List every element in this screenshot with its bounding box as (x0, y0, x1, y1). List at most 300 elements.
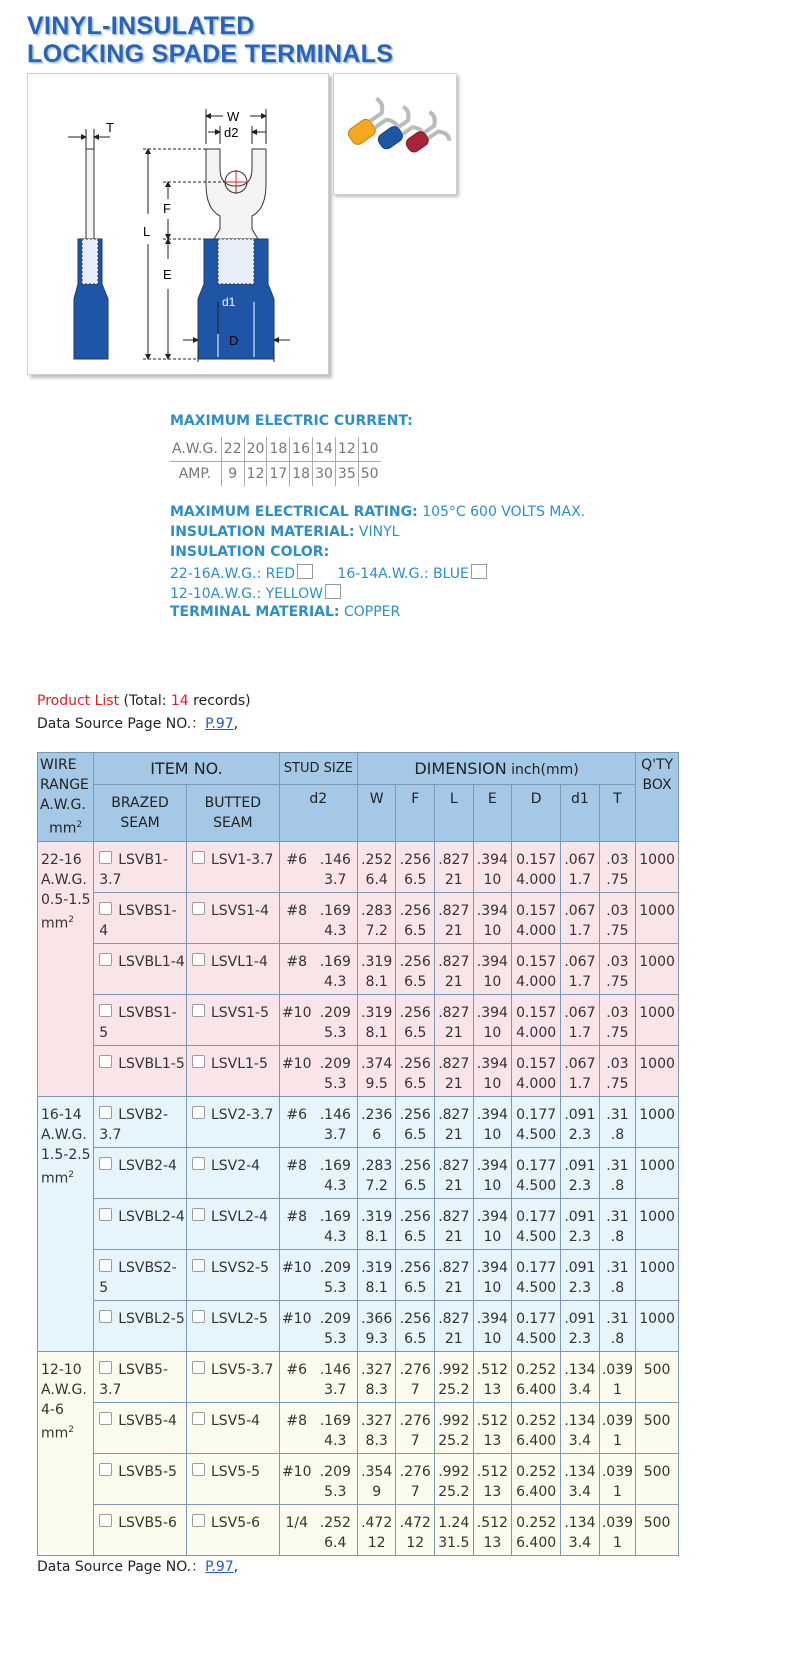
d1-inch: .134 (564, 1361, 596, 1378)
amp-cell: 30 (313, 462, 336, 487)
f-cell (396, 892, 435, 943)
butted-checkbox[interactable] (192, 1055, 205, 1068)
source-suffix-bottom: , (233, 1559, 239, 1575)
t-cell (599, 1453, 635, 1504)
label-t: T (106, 120, 114, 135)
d1-mm: 1.7 (568, 922, 592, 939)
rating-line (170, 504, 585, 520)
d1-inch: .091 (564, 1106, 596, 1123)
t-mm: 1 (612, 1432, 622, 1449)
f-cell (396, 1453, 435, 1504)
e-inch: .394 (476, 1106, 508, 1123)
rating-label: MAXIMUM ELECTRICAL RATING: (170, 504, 418, 520)
d1-inch: .067 (564, 953, 596, 970)
d2-inch: .169 (319, 1208, 351, 1225)
f-mm: 6.5 (404, 922, 427, 939)
d-mm: 4.500 (516, 1177, 557, 1194)
brazed-item: LSVB5-4 (118, 1412, 177, 1429)
qty-cell: 500 (636, 1453, 679, 1504)
brazed-checkbox[interactable] (99, 1259, 112, 1272)
d2-inch: .169 (319, 953, 351, 970)
t-inch: .31 (606, 1157, 629, 1174)
range-line: mm (41, 915, 69, 932)
l-mm: 21 (444, 1177, 463, 1194)
product-table-body (38, 841, 679, 1555)
l-inch: 1.24 (438, 1514, 470, 1531)
butted-item: LSV5-4 (210, 1412, 261, 1429)
t-mm: .8 (610, 1126, 625, 1143)
d2-inch: .146 (319, 1106, 351, 1123)
e-inch: .512 (476, 1412, 508, 1429)
butted-cell (186, 841, 279, 892)
butted-checkbox[interactable] (192, 1157, 205, 1170)
table-row (38, 1249, 679, 1300)
d1-mm: 2.3 (568, 1330, 592, 1347)
butted-item: LSV5-6 (210, 1514, 261, 1531)
d2-inch: .209 (319, 1259, 351, 1276)
awg-cell: 18 (267, 437, 290, 462)
brazed-cell (94, 1402, 187, 1453)
d2-inch: .146 (319, 1361, 351, 1378)
w-inch: .319 (361, 1208, 393, 1225)
w-mm: 6.4 (365, 871, 388, 888)
l-cell (435, 892, 474, 943)
f-mm: 6.5 (404, 1126, 427, 1143)
d2-mm: 6.4 (324, 1534, 347, 1551)
t-cell (599, 994, 635, 1045)
l-mm: 25.2 (438, 1432, 470, 1449)
source-link-bottom[interactable]: P.97 (205, 1559, 234, 1575)
d2-inch: .169 (319, 1412, 351, 1429)
butted-item: LSVL1-5 (210, 1055, 268, 1072)
f-cell (396, 1198, 435, 1249)
butted-checkbox[interactable] (192, 1004, 205, 1017)
t-mm: .8 (610, 1228, 625, 1245)
table-row (38, 1198, 679, 1249)
brazed-checkbox[interactable] (99, 953, 112, 966)
brazed-cell (94, 1504, 187, 1555)
f-inch: .256 (399, 1106, 431, 1123)
d2-mm: 4.3 (324, 1432, 347, 1449)
label-e: E (163, 267, 172, 282)
butted-item: LSVL2-5 (210, 1310, 268, 1327)
d-mm: 4.000 (516, 871, 557, 888)
amp-cell: 18 (290, 462, 313, 487)
amp-cell: 9 (221, 462, 244, 487)
d1-inch: .091 (564, 1208, 596, 1225)
brazed-checkbox[interactable] (99, 1514, 112, 1527)
e-mm: 10 (483, 1330, 502, 1347)
f-inch: .256 (399, 1310, 431, 1327)
table-row (38, 1096, 679, 1147)
dimension-unit: inch(mm) (506, 761, 579, 778)
awg-cell: 12 (335, 437, 358, 462)
t-mm: .8 (610, 1279, 625, 1296)
f-mm: 6.5 (404, 973, 427, 990)
header-row-1 (38, 753, 679, 785)
d1-inch: .134 (564, 1412, 596, 1429)
material-value: VINYL (358, 524, 400, 540)
f-cell (396, 1351, 435, 1402)
brazed-checkbox[interactable] (99, 1412, 112, 1425)
e-inch: .394 (476, 1310, 508, 1327)
stud-d2-cell (279, 994, 357, 1045)
d2-mm: 5.3 (324, 1483, 347, 1500)
d-cell (512, 1096, 561, 1147)
w-cell (357, 841, 396, 892)
qty-cell: 1000 (636, 1198, 679, 1249)
t-mm: .75 (606, 922, 629, 939)
d1-cell (561, 1045, 600, 1096)
brazed-checkbox[interactable] (99, 1208, 112, 1221)
l-mm: 21 (444, 1075, 463, 1092)
butted-h2: SEAM (213, 814, 253, 831)
e-inch: .394 (476, 1259, 508, 1276)
total-suffix: records) (188, 693, 251, 709)
range-line: A.W.G. (41, 1381, 87, 1398)
butted-item: LSVL2-4 (210, 1208, 268, 1225)
d2-mm: 4.3 (324, 1177, 347, 1194)
e-inch: .394 (476, 902, 508, 919)
color-blue: 16-14A.W.G.: BLUE (337, 566, 469, 582)
dimension-diagram (27, 73, 329, 375)
butted-checkbox[interactable] (192, 1106, 205, 1119)
d-cell (512, 1453, 561, 1504)
t-inch: .31 (606, 1208, 629, 1225)
butted-cell (186, 1453, 279, 1504)
stud-d2-cell (279, 943, 357, 994)
range-line: mm (41, 1425, 69, 1442)
l-mm: 21 (444, 1126, 463, 1143)
butted-cell (186, 1504, 279, 1555)
stud-d2-cell (279, 1147, 357, 1198)
t-inch: .039 (601, 1361, 634, 1378)
d2-inch: .169 (319, 1157, 351, 1174)
t-inch: .03 (606, 1004, 629, 1021)
e-mm: 10 (483, 1075, 502, 1092)
awg-cell: 14 (313, 437, 336, 462)
wire-h4: mm (49, 820, 77, 837)
w-inch: .252 (361, 851, 393, 868)
w-inch: .319 (361, 1259, 393, 1276)
f-inch: .256 (399, 851, 431, 868)
w-mm: 8.3 (365, 1381, 388, 1398)
qty-cell: 1000 (636, 994, 679, 1045)
d-mm: 4.500 (516, 1228, 557, 1245)
d1-cell (561, 994, 600, 1045)
amp-cell: 12 (244, 462, 267, 487)
brazed-item: LSVBS1-4 (99, 902, 177, 939)
source-suffix: , (233, 716, 239, 732)
total-prefix: (Total: (119, 693, 171, 709)
butted-cell (186, 994, 279, 1045)
w-inch: .327 (361, 1412, 393, 1429)
w-mm: 9.5 (365, 1075, 388, 1092)
f-cell (396, 1045, 435, 1096)
d1-cell (561, 943, 600, 994)
range-line: A.W.G. (41, 1126, 87, 1143)
butted-checkbox[interactable] (192, 1514, 205, 1527)
e-mm: 10 (483, 922, 502, 939)
f-inch: .256 (399, 1208, 431, 1225)
f-cell (396, 841, 435, 892)
stud-size: #8 (286, 1208, 308, 1225)
butted-checkbox[interactable] (192, 1310, 205, 1323)
f-cell (396, 1300, 435, 1351)
butted-cell (186, 892, 279, 943)
source-label: Data Source Page NO.： (37, 716, 206, 732)
f-inch: .256 (399, 953, 431, 970)
d1-cell (561, 1300, 600, 1351)
f-inch: .472 (399, 1514, 431, 1531)
w-mm: 8.3 (365, 1432, 388, 1449)
table-row (38, 1351, 679, 1402)
stud-d2-cell (279, 1453, 357, 1504)
stud-size-header: STUD SIZE (279, 753, 357, 785)
butted-checkbox[interactable] (192, 1208, 205, 1221)
brazed-item: LSVBL2-5 (118, 1310, 185, 1327)
brazed-checkbox[interactable] (99, 1310, 112, 1323)
qty-cell: 500 (636, 1504, 679, 1555)
w-mm: 9.3 (365, 1330, 388, 1347)
awg-cell: 22 (221, 437, 244, 462)
d-header: D (512, 784, 561, 841)
t-cell (599, 1198, 635, 1249)
product-photo (333, 73, 457, 195)
l-inch: .827 (438, 902, 470, 919)
qty-h1: Q'TY (641, 757, 674, 773)
t-mm: .75 (606, 871, 629, 888)
d-cell (512, 841, 561, 892)
brazed-cell (94, 1198, 187, 1249)
butted-checkbox[interactable] (192, 1412, 205, 1425)
d2-inch: .252 (319, 1514, 351, 1531)
d2-inch: .209 (319, 1310, 351, 1327)
d1-cell (561, 1198, 600, 1249)
butted-checkbox[interactable] (192, 953, 205, 966)
d1-mm: 1.7 (568, 1075, 592, 1092)
l-cell (435, 1351, 474, 1402)
stud-d2-cell (279, 1504, 357, 1555)
butted-item: LSVS1-5 (210, 1004, 269, 1021)
d1-mm: 2.3 (568, 1177, 592, 1194)
t-inch: .03 (606, 902, 629, 919)
e-inch: .512 (476, 1463, 508, 1480)
d2-header: d2 (279, 784, 357, 841)
t-mm: 1 (612, 1381, 622, 1398)
e-mm: 10 (483, 871, 502, 888)
label-d2: d2 (224, 125, 239, 140)
butted-cell (186, 1402, 279, 1453)
d-cell (512, 1249, 561, 1300)
w-mm: 6 (372, 1126, 382, 1143)
t-cell (599, 1504, 635, 1555)
w-cell (357, 994, 396, 1045)
l-inch: .992 (438, 1463, 470, 1480)
d-inch: 0.252 (516, 1361, 557, 1378)
brazed-checkbox[interactable] (99, 851, 112, 864)
w-mm: 8.1 (365, 1279, 388, 1296)
brazed-checkbox[interactable] (99, 1361, 112, 1374)
w-header: W (357, 784, 396, 841)
table-row (38, 1147, 679, 1198)
butted-item: LSV5-3.7 (210, 1361, 274, 1378)
brazed-checkbox[interactable] (99, 1106, 112, 1119)
l-cell (435, 1300, 474, 1351)
e-inch: .394 (476, 851, 508, 868)
butted-checkbox[interactable] (192, 1361, 205, 1374)
brazed-item: LSVB2-3.7 (99, 1106, 169, 1143)
e-inch: .394 (476, 1157, 508, 1174)
d-mm: 4.000 (516, 1075, 557, 1092)
e-cell (473, 892, 512, 943)
butted-checkbox[interactable] (192, 902, 205, 915)
w-inch: .236 (361, 1106, 393, 1123)
awg-cell: 16 (290, 437, 313, 462)
f-mm: 7 (410, 1381, 420, 1398)
t-inch: .31 (606, 1106, 629, 1123)
awg-cell: 10 (358, 437, 380, 462)
w-mm: 7.2 (365, 922, 388, 939)
butted-checkbox[interactable] (192, 1463, 205, 1476)
brazed-cell (94, 841, 187, 892)
color-red: 22-16A.W.G.: RED (170, 566, 295, 582)
wire-range-cell: 16-14 A.W.G. 1.5-2.5 $mm^2$ (38, 1096, 94, 1351)
d-inch: 0.157 (516, 1055, 557, 1072)
stud-d2-cell (279, 1351, 357, 1402)
l-mm: 25.2 (438, 1483, 470, 1500)
color-label: INSULATION COLOR: (170, 544, 330, 560)
table-row (38, 943, 679, 994)
e-mm: 13 (483, 1381, 502, 1398)
qty-cell: 1000 (636, 892, 679, 943)
e-mm: 10 (483, 1126, 502, 1143)
d-mm: 4.000 (516, 973, 557, 990)
label-l: L (143, 224, 151, 239)
d-inch: 0.157 (516, 1004, 557, 1021)
d2-inch: .146 (319, 851, 351, 868)
d1-inch: .091 (564, 1259, 596, 1276)
d-inch: 0.177 (516, 1208, 557, 1225)
stud-size: #8 (286, 1412, 308, 1429)
e-inch: .394 (476, 1004, 508, 1021)
butted-cell (186, 1351, 279, 1402)
l-header: L (435, 784, 474, 841)
d2-mm: 4.3 (324, 973, 347, 990)
d-cell (512, 1504, 561, 1555)
stud-size: #8 (286, 902, 308, 919)
brazed-checkbox[interactable] (99, 1055, 112, 1068)
e-header: E (473, 784, 512, 841)
brazed-checkbox[interactable] (99, 1463, 112, 1476)
range-line: A.W.G. (41, 871, 87, 888)
l-mm: 21 (444, 973, 463, 990)
butted-checkbox[interactable] (192, 1259, 205, 1272)
butted-cell (186, 1249, 279, 1300)
e-cell (473, 1351, 512, 1402)
l-cell (435, 1504, 474, 1555)
l-cell (435, 943, 474, 994)
f-inch: .256 (399, 902, 431, 919)
d-inch: 0.252 (516, 1412, 557, 1429)
t-cell (599, 1351, 635, 1402)
d1-mm: 2.3 (568, 1228, 592, 1245)
qty-cell: 1000 (636, 943, 679, 994)
e-mm: 10 (483, 1024, 502, 1041)
t-cell (599, 1045, 635, 1096)
terminals-photo-illustration (334, 74, 456, 194)
w-cell (357, 1351, 396, 1402)
f-mm: 6.5 (404, 1279, 427, 1296)
e-inch: .394 (476, 953, 508, 970)
brazed-checkbox[interactable] (99, 902, 112, 915)
l-mm: 21 (444, 1024, 463, 1041)
d1-cell (561, 1096, 600, 1147)
brazed-item: LSVB5-6 (118, 1514, 177, 1531)
brazed-cell (94, 1351, 187, 1402)
d-mm: 4.000 (516, 922, 557, 939)
amp-cell: 50 (358, 462, 380, 487)
l-mm: 21 (444, 1330, 463, 1347)
total-count: 14 (170, 693, 189, 709)
butted-checkbox[interactable] (192, 851, 205, 864)
l-cell (435, 994, 474, 1045)
source-link[interactable]: P.97 (205, 716, 234, 732)
blue-swatch (471, 564, 487, 579)
d1-inch: .067 (564, 1055, 596, 1072)
range-line: 0.5-1.5 (41, 891, 91, 908)
butted-item: LSV5-5 (210, 1463, 261, 1480)
qty-cell: 1000 (636, 841, 679, 892)
brazed-cell (94, 1096, 187, 1147)
table-row (38, 1402, 679, 1453)
w-cell (357, 1045, 396, 1096)
l-inch: .992 (438, 1412, 470, 1429)
yellow-swatch (325, 584, 341, 599)
d-mm: 6.400 (516, 1483, 557, 1500)
t-cell (599, 943, 635, 994)
l-inch: .827 (438, 1310, 470, 1327)
d2-mm: 5.3 (324, 1330, 347, 1347)
brazed-checkbox[interactable] (99, 1004, 112, 1017)
awg-cell: 20 (244, 437, 267, 462)
wire-h2: RANGE (40, 777, 89, 793)
t-mm: .75 (606, 973, 629, 990)
color-yellow: 12-10A.W.G.: YELLOW (170, 586, 323, 602)
e-mm: 10 (483, 973, 502, 990)
range-line: 4-6 (41, 1401, 64, 1418)
stud-size: #10 (281, 1310, 312, 1327)
brazed-checkbox[interactable] (99, 1157, 112, 1170)
d2-inch: .169 (319, 902, 351, 919)
w-cell (357, 1504, 396, 1555)
brazed-cell (94, 994, 187, 1045)
butted-header (186, 784, 279, 841)
t-inch: .039 (601, 1514, 634, 1531)
f-mm: 6.5 (404, 1177, 427, 1194)
d1-inch: .067 (564, 902, 596, 919)
d1-mm: 1.7 (568, 973, 592, 990)
d-mm: 6.400 (516, 1432, 557, 1449)
w-inch: .366 (361, 1310, 393, 1327)
t-cell (599, 1096, 635, 1147)
e-cell (473, 1096, 512, 1147)
qty-cell: 1000 (636, 1147, 679, 1198)
butted-h1: BUTTED (204, 794, 261, 811)
table-row (38, 994, 679, 1045)
w-inch: .283 (361, 1157, 393, 1174)
t-cell (599, 841, 635, 892)
